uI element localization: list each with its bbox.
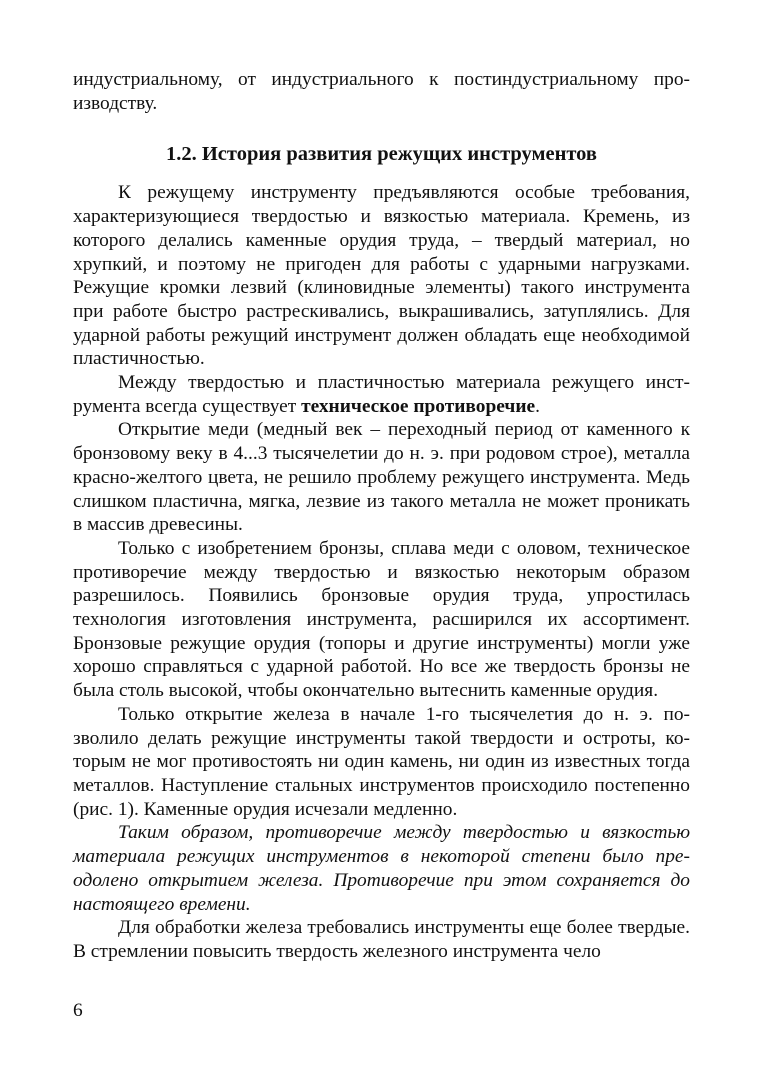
paragraph-7: Для обработки железа требовались инструменты еще более твердые. В стремлении повысить твердость железного инструмента чело	[73, 917, 690, 962]
paragraph-2-start: Между твердостью и пластичностью материала режущего инструмента всегда существует	[73, 372, 690, 417]
paragraph-6-italic-conclusion: Таким образом, противоречие между твердостью и вязкостью материала режущих инструментов в некоторой степени было преодолено открытием железа. Противоречие при этом сохраняется до настоящего времени.	[73, 822, 690, 915]
paragraph-3: Открытие меди (медный век – переходный период от каменного к бронзовому веку в 4...3 тысячелетии до н. э. при родовом строе), металла красно-желтого цвета, не решило проблему режущего инструмента. Медь слишком пластична, мягка, лезвие из такого металла не может проникать в массив древесины.	[73, 419, 690, 536]
paragraph-2	[73, 371, 690, 418]
paragraph-2-end: .	[535, 395, 540, 417]
paragraph-5: Только открытие железа в начале 1-го тысячелетия до н. э. позволило делать режущие инструменты такой твердости и остроты, которым не мог противостоять ни один камень, ни один из известных тогда металлов. Наступление стальных инструментов происходило постепенно (рис. 1). Каменные орудия исчезали медленно.	[73, 703, 690, 820]
intro-paragraph: индустриальному, от индустриального к постиндустриальному производству.	[73, 69, 690, 114]
section-title: 1.2. История развития режущих инструментов	[165, 143, 597, 166]
page-number: 6	[73, 1000, 83, 1021]
paragraph-2-bold-term: техническое противоречие	[301, 395, 536, 417]
page-body	[73, 68, 690, 964]
paragraph-1: К режущему инструменту предъявляются особые требования, характеризующиеся твердостью и вязкостью материала. Кремень, из которого делались каменные орудия труда, – твердый материал, но хрупкий, и поэтому не пригоден для работы с ударными нагрузками. Режущие кромки лезвий (клиновидные элементы) такого инструмента при работе быстро растрескивались, выкрашивались, затуплялись. Для ударной работы режущий инструмент должен обладать еще необходимой пластичностью.	[73, 182, 690, 370]
paragraph-4: Только с изобретением бронзы, сплава меди с оловом, техническое противоречие между твердостью и вязкостью некоторым образом разрешилось. Появились бронзовые орудия труда, упростилась технология изготовления инструмента, расширился их ассортимент. Бронзовые режущие орудия (топоры и другие инструменты) могли уже хорошо справляться с ударной работой. Но все же твердость бронзы не была столь высокой, чтобы окончательно вытеснить каменные орудия.	[73, 537, 690, 702]
